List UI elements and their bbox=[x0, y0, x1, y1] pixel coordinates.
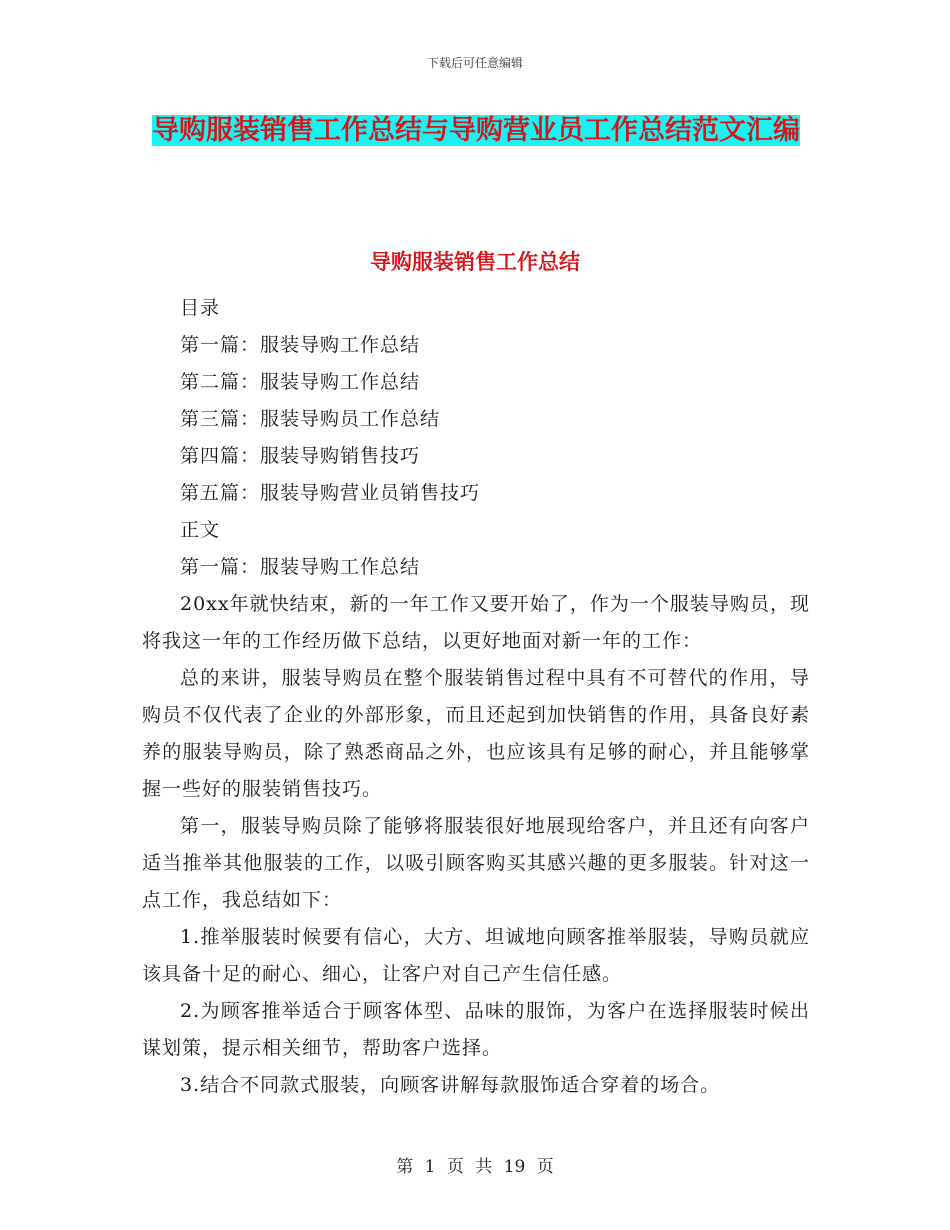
document-title bbox=[142, 108, 810, 154]
paragraph: 总的来讲，服装导购员在整个服装销售过程中具有不可替代的作用，导购员不仅代表了企业的外部形象，而且还起到加快销售的作用，具备良好素养的服装导购员，除了熟悉商品之外，也应该具有足够的耐心，并且能够掌握一些好的服装销售技巧。 bbox=[142, 667, 810, 800]
toc-item: 第一篇：服装导购工作总结 bbox=[180, 334, 421, 356]
chapter-title: 第一篇：服装导购工作总结 bbox=[180, 556, 421, 578]
toc-item: 第三篇：服装导购员工作总结 bbox=[180, 408, 441, 430]
paragraph: 1.推举服装时候要有信心，大方、坦诚地向顾客推举服装，导购员就应该具备十足的耐心、细心，让客户对自己产生信任感。 bbox=[142, 926, 810, 985]
toc-item: 第二篇：服装导购工作总结 bbox=[180, 371, 421, 393]
document-title-text: 导购服装销售工作总结与导购营业员工作总结范文汇编 bbox=[152, 115, 800, 146]
header-note: 下载后可任意编辑 bbox=[426, 56, 523, 70]
paragraph: 20xx年就快结束，新的一年工作又要开始了，作为一个服装导购员，现将我这一年的工作经历做下总结，以更好地面对新一年的工作： bbox=[142, 593, 810, 652]
document-body bbox=[142, 290, 810, 1104]
toc-heading: 目录 bbox=[180, 297, 221, 319]
paragraph: 第一，服装导购员除了能够将服装很好地展现给客户，并且还有向客户适当推举其他服装的工作，以吸引顾客购买其感兴趣的更多服装。针对这一点工作，我总结如下： bbox=[142, 815, 810, 911]
body-heading: 正文 bbox=[180, 519, 221, 541]
paragraph: 3.结合不同款式服装，向顾客讲解每款服饰适合穿着的场合。 bbox=[180, 1074, 721, 1096]
toc-item: 第五篇：服装导购营业员销售技巧 bbox=[180, 482, 481, 504]
section-heading: 导购服装销售工作总结 bbox=[370, 250, 580, 274]
toc-item: 第四篇：服装导购销售技巧 bbox=[180, 445, 421, 467]
page-number-footer: 第 1 页 共 19 页 bbox=[396, 1157, 554, 1177]
paragraph: 2.为顾客推举适合于顾客体型、品味的服饰，为客户在选择服装时候出谋划策，提示相关细节，帮助客户选择。 bbox=[142, 1000, 810, 1059]
